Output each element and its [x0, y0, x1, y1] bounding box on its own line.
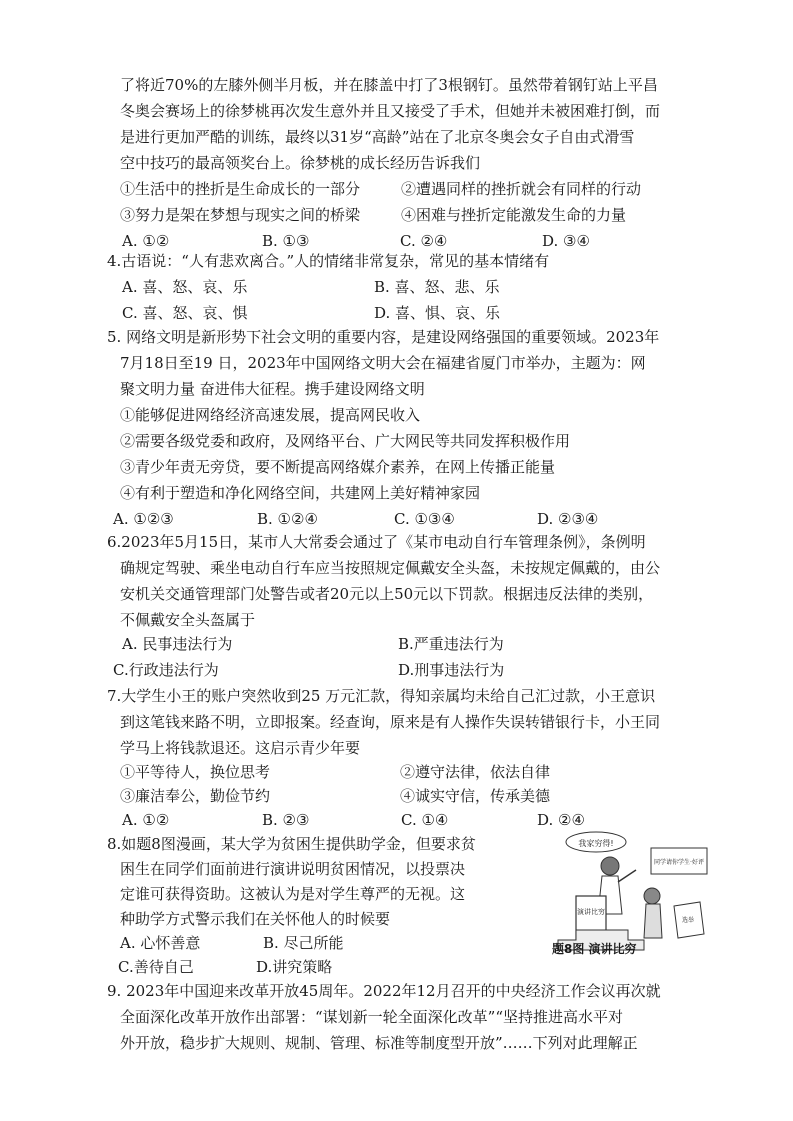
speaker-head — [601, 857, 619, 875]
q5-line-3: 聚文明力量 奋进伟大征程。携手建设网络文明 — [120, 380, 425, 398]
podium-label: 演讲比穷 — [577, 908, 605, 916]
q4-option-d[interactable]: D. 喜、惧、哀、乐 — [374, 304, 501, 322]
q7-option-a[interactable]: A. ①② — [122, 811, 170, 829]
ballot-paper-text: 选举 — [681, 917, 695, 924]
q5-option-d[interactable]: D. ②③④ — [537, 510, 599, 528]
q3-statement-2: ②遭遇同样的挫折就会有同样的行动 — [401, 180, 642, 198]
q7-statement-1: ①平等待人，换位思考 — [120, 763, 271, 781]
q7-statement-2: ②遵守法律，依法自律 — [400, 763, 551, 781]
q3-line-3: 是进行更加严酷的训练，最终以31岁“高龄”站在了北京冬奥会女子自由式滑雪 — [120, 128, 635, 146]
q9-line-1: 9. 2023年中国迎来改革开放45周年。2022年12月召开的中央经济工作会议再次就 — [107, 982, 661, 1000]
q8-figure-caption: 题8图 演讲比穷 — [552, 942, 637, 956]
q3-statement-1: ①生活中的挫折是生命成长的一部分 — [120, 180, 361, 198]
q4-option-a[interactable]: A. 喜、怒、哀、乐 — [122, 278, 248, 296]
sign-board-text: 同学请你学生·好评 — [654, 859, 704, 866]
q6-line-3: 安机关交通管理部门处警告或者20元以上50元以下罚款。根据违反法律的类别， — [120, 585, 654, 603]
q4-option-c[interactable]: C. 喜、怒、哀、惧 — [122, 304, 248, 322]
q5-statement-3: ③青少年责无旁贷，要不断提高网络媒介素养，在网上传播正能量 — [120, 458, 556, 476]
q8-option-b[interactable]: B. 尽己所能 — [263, 934, 344, 952]
q4-stem: 4.古语说：“人有悲欢离合。”人的情绪非常复杂，常见的基本情绪有 — [107, 252, 550, 270]
q3-line-4: 空中技巧的最高领奖台上。徐梦桃的成长经历告诉我们 — [120, 154, 481, 172]
q3-option-c[interactable]: C. ②④ — [400, 232, 448, 250]
q7-line-2: 到这笔钱来路不明，立即报案。经查询，原来是有人操作失误转错银行卡，小王同 — [120, 713, 661, 731]
q7-line-1: 7.大学生小王的账户突然收到25 万元汇款，得知亲属均未给自己汇过款，小王意识 — [107, 687, 656, 705]
q6-line-4: 不佩戴安全头盔属于 — [120, 611, 256, 629]
q3-option-a[interactable]: A. ①② — [122, 232, 170, 250]
q6-option-b[interactable]: B.严重违法行为 — [398, 635, 504, 653]
speaker-arm — [618, 870, 636, 882]
q5-statement-1: ①能够促进网络经济高速发展，提高网民收入 — [120, 406, 421, 424]
q3-statement-4: ④困难与挫折定能激发生命的力量 — [401, 206, 627, 224]
q6-line-1: 6.2023年5月15日，某市人大常委会通过了《某市电动自行车管理条例》，条例明 — [107, 533, 646, 551]
q8-option-d[interactable]: D.讲究策略 — [256, 958, 333, 976]
q3-line-2: 冬奥会赛场上的徐梦桃再次发生意外并且又接受了手术，但她并未被困难打倒，而 — [120, 102, 661, 120]
q5-line-2: 7月18日至19 日，2023年中国网络文明大会在福建省厦门市举办，主题为：网 — [120, 354, 646, 372]
q8-option-a[interactable]: A. 心怀善意 — [120, 934, 201, 952]
listener-head — [644, 888, 660, 904]
q6-option-a[interactable]: A. 民事违法行为 — [122, 635, 233, 653]
q8-line-3: 定谁可获得资助。这被认为是对学生尊严的无视。这 — [120, 885, 466, 903]
q5-line-1: 5. 网络文明是新形势下社会文明的重要内容，是建设网络强国的重要领域。2023年 — [107, 328, 660, 346]
q6-line-2: 确规定驾驶、乘坐电动自行车应当按照规定佩戴安全头盔，未按规定佩戴的，由公 — [120, 559, 661, 577]
q3-line-1: 了将近70%的左膝外侧半月板，并在膝盖中打了3根钢钉。虽然带着钢钉站上平昌 — [120, 76, 658, 94]
q7-statement-4: ④诚实守信，传承美德 — [400, 787, 551, 805]
q3-option-b[interactable]: B. ①③ — [262, 232, 310, 250]
q3-option-d[interactable]: D. ③④ — [542, 232, 590, 250]
q9-line-2: 全面深化改革开放作出部署：“谋划新一轮全面深化改革”“坚持推进高水平对 — [120, 1008, 624, 1026]
q9-line-3: 外开放，稳步扩大规则、规制、管理、标准等制度型开放”……下列对此理解正 — [120, 1034, 638, 1052]
q7-line-3: 学马上将钱款退还。这启示青少年要 — [120, 739, 361, 757]
q5-statement-2: ②需要各级党委和政府，及网络平台、广大网民等共同发挥积极作用 — [120, 432, 571, 450]
q7-option-d[interactable]: D. ②④ — [537, 811, 585, 829]
q6-option-c[interactable]: C.行政违法行为 — [113, 661, 219, 679]
q7-option-c[interactable]: C. ①④ — [401, 811, 449, 829]
listener-body — [644, 904, 662, 938]
q8-line-2: 困生在同学们面前进行演讲说明贫困情况，以投票决 — [120, 860, 466, 878]
q7-statement-3: ③廉洁奉公，勤俭节约 — [120, 787, 271, 805]
q5-option-b[interactable]: B. ①②④ — [257, 510, 318, 528]
q4-option-b[interactable]: B. 喜、怒、悲、乐 — [374, 278, 500, 296]
q7-option-b[interactable]: B. ②③ — [262, 811, 310, 829]
q8-line-1: 8.如题8图漫画，某大学为贫困生提供助学金，但要求贫 — [107, 835, 476, 853]
speech-bubble-text: 我家穷得! — [578, 839, 614, 848]
q8-option-c[interactable]: C.善待自己 — [118, 958, 194, 976]
q5-option-a[interactable]: A. ①②③ — [113, 510, 174, 528]
q5-statement-4: ④有利于塑造和净化网络空间，共建网上美好精神家园 — [120, 484, 481, 502]
q3-statement-3: ③努力是架在梦想与现实之间的桥梁 — [120, 206, 361, 224]
q6-option-d[interactable]: D.刑事违法行为 — [398, 661, 505, 679]
q5-option-c[interactable]: C. ①③④ — [394, 510, 455, 528]
q8-line-4: 种助学方式警示我们在关怀他人的时候要 — [120, 910, 391, 928]
